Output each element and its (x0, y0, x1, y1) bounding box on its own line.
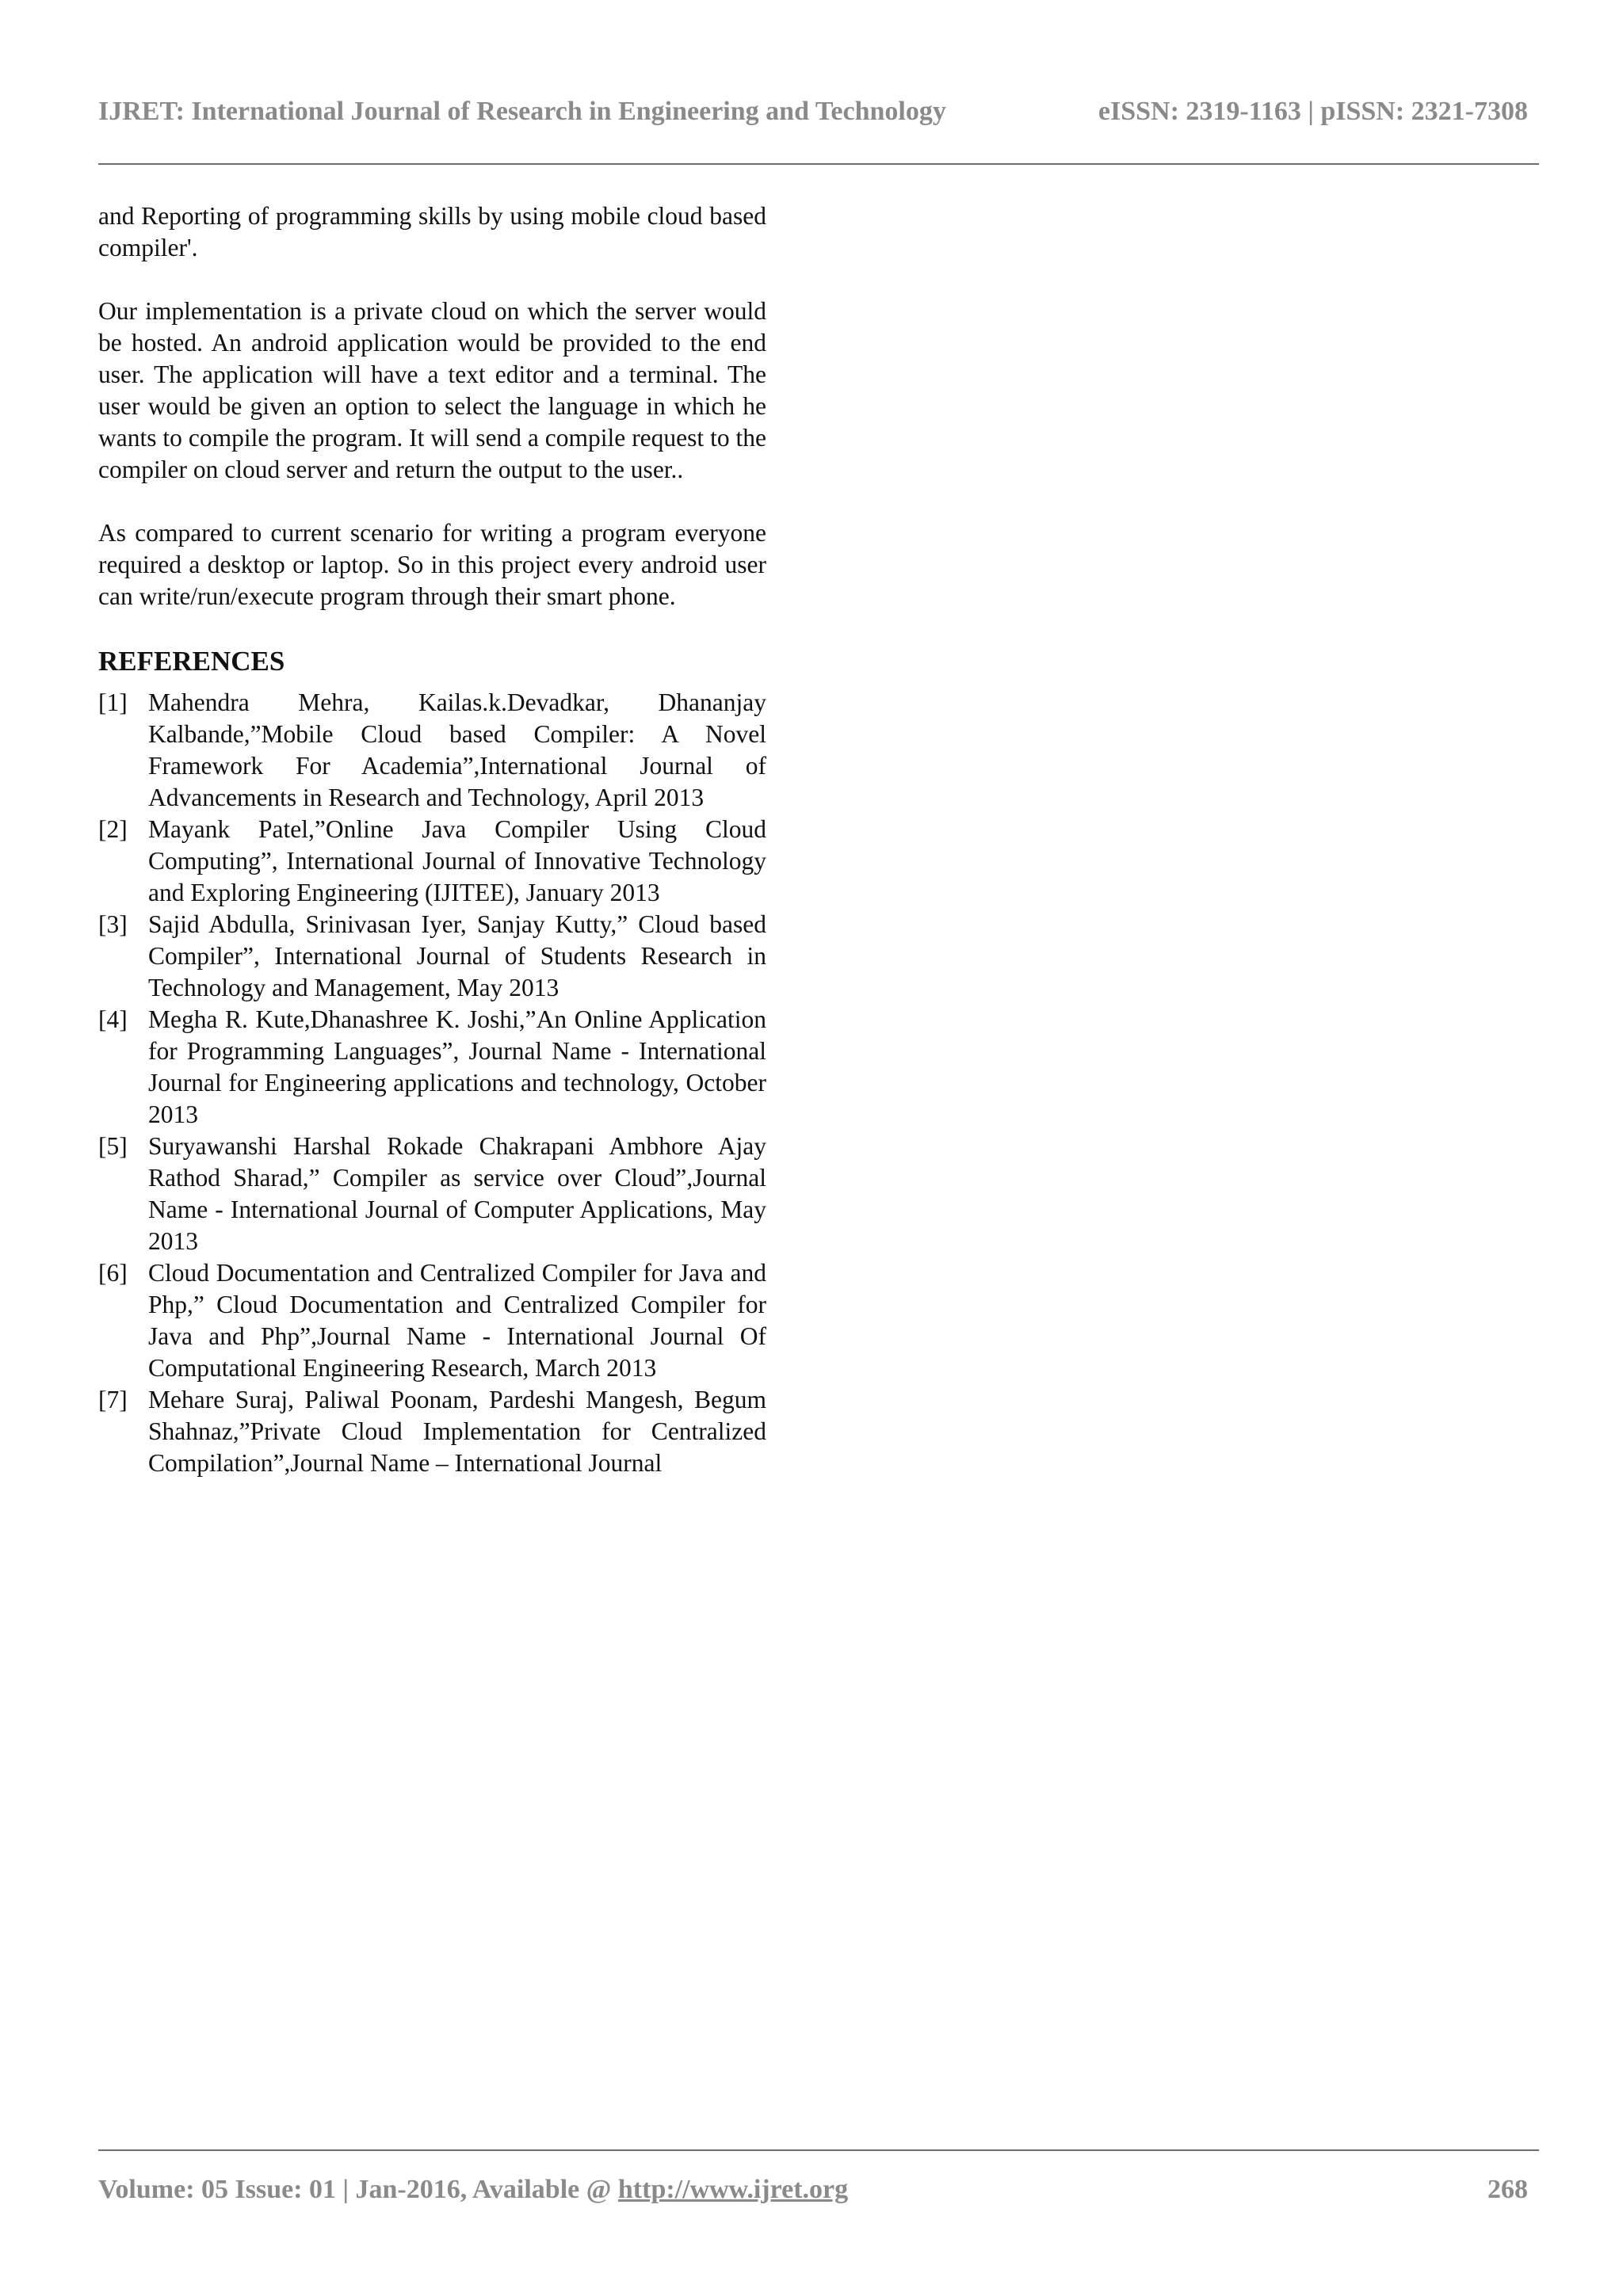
reference-item (98, 1257, 766, 1384)
reference-item (98, 1131, 766, 1257)
body-paragraph: Our implementation is a private cloud on which the server would be hosted. An android application would be provided to the end user. The application will have a text editor and a terminal. The user would be given an option to select the language in which he wants to compile the program. It will send a compile request to the compiler on cloud server and return the output to the user.. (98, 297, 766, 483)
reference-text: Mehare Suraj, Paliwal Poonam, Pardeshi Mangesh, Begum Shahnaz,”Private Cloud Implementation for Centralized Compilation”,Journal Name – International Journal (148, 1386, 766, 1477)
reference-item (98, 814, 766, 909)
reference-number: [5] (98, 1132, 128, 1160)
page-number: 268 (1487, 2175, 1528, 2204)
footer-divider (98, 2149, 1539, 2151)
reference-item (98, 1004, 766, 1131)
reference-number: [6] (98, 1259, 128, 1287)
reference-number: [1] (98, 688, 128, 716)
reference-item (98, 1384, 766, 1479)
reference-number: [2] (98, 815, 128, 843)
issn-label: eISSN: 2319-1163 | pISSN: 2321-7308 (1098, 97, 1528, 126)
left-text-column (98, 200, 766, 1479)
journal-website-link[interactable]: http://www.ijret.org (617, 2175, 849, 2204)
reference-item (98, 909, 766, 1004)
page-footer (98, 2175, 1528, 2210)
body-paragraph: and Reporting of programming skills by using mobile cloud based compiler'. (98, 202, 766, 261)
footer-volume-text: Volume: 05 Issue: 01 | Jan-2016, Available @ (98, 2175, 618, 2204)
reference-number: [3] (98, 910, 128, 938)
journal-title: IJRET: International Journal of Research in Engineering and Technology (98, 97, 946, 126)
page-header (98, 97, 1528, 132)
reference-text: Suryawanshi Harshal Rokade Chakrapani Ambhore Ajay Rathod Sharad,” Compiler as service over Cloud”,Journal Name - International Journal of Computer Applications, May 2013 (148, 1132, 766, 1255)
reference-text: Megha R. Kute,Dhanashree K. Joshi,”An Online Application for Programming Languages”, Journal Name - International Journal for Engineering applications and technology, October 2013 (148, 1005, 766, 1128)
reference-number: [4] (98, 1005, 128, 1033)
references-heading: REFERENCES (98, 646, 285, 677)
reference-text: Mahendra Mehra, Kailas.k.Devadkar, Dhananjay Kalbande,”Mobile Cloud based Compiler: A Novel Framework For Academia”,International Journal of Advancements in Research and Technology, April 2013 (148, 688, 766, 811)
reference-number: [7] (98, 1386, 128, 1413)
reference-text: Mayank Patel,”Online Java Compiler Using Cloud Computing”, International Journal of Innovative Technology and Exploring Engineering (IJITEE), January 2013 (148, 815, 766, 906)
body-paragraph: As compared to current scenario for writing a program everyone required a desktop or laptop. So in this project every android user can write/run/execute program through their smart phone. (98, 519, 766, 610)
reference-item (98, 687, 766, 814)
footer-volume-info (98, 2175, 848, 2205)
reference-text: Sajid Abdulla, Srinivasan Iyer, Sanjay Kutty,” Cloud based Compiler”, International Journal of Students Research in Technology and Management, May 2013 (148, 910, 766, 1001)
reference-text: Cloud Documentation and Centralized Compiler for Java and Php,” Cloud Documentation and Centralized Compiler for Java and Php”,Journal Name - International Journal Of Computational Engineering Research, March 2013 (148, 1259, 766, 1382)
references-list (98, 687, 766, 1479)
header-divider (98, 163, 1539, 165)
